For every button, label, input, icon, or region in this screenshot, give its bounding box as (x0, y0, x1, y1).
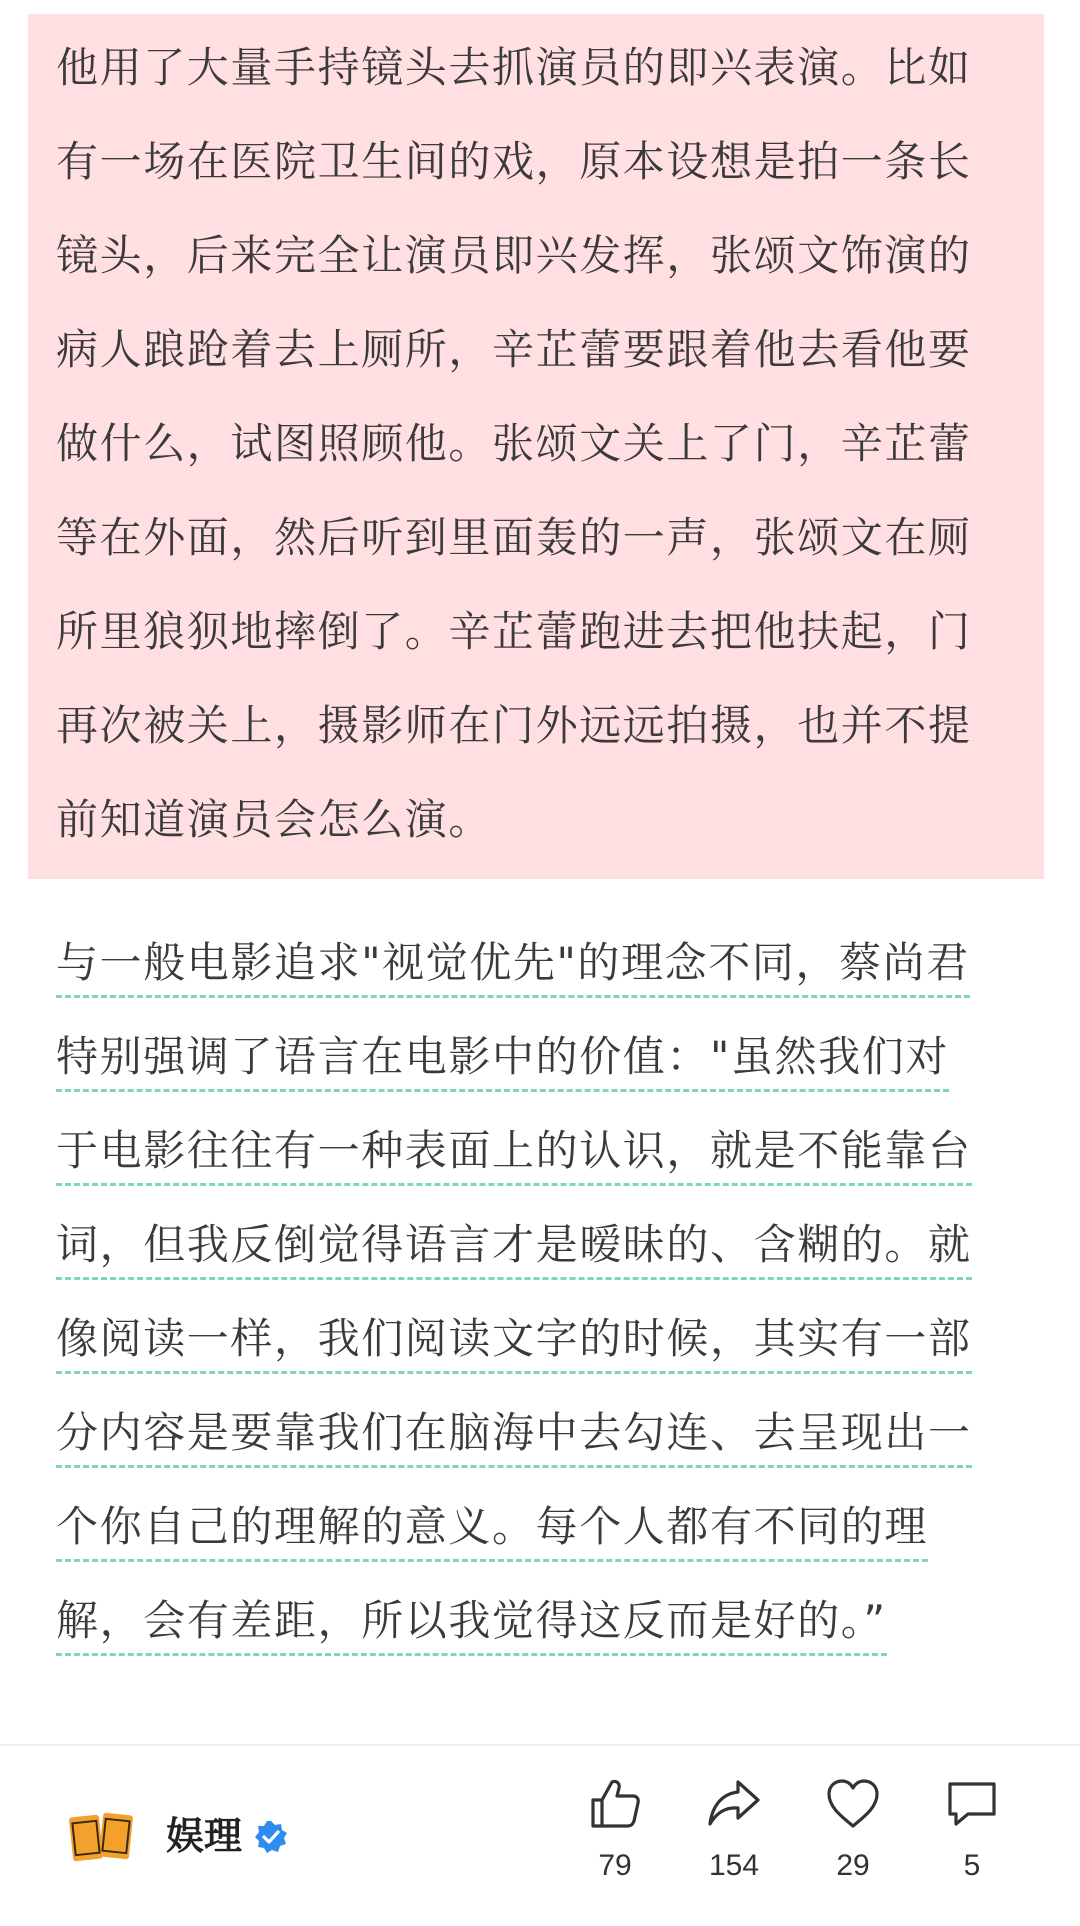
underlined-line-text: 个你自己的理解的意义。每个人都有不同的理 (56, 1501, 928, 1562)
avatar-logo-icon (68, 1804, 134, 1870)
highlighted-line: 病人踉跄着去上厕所，辛芷蕾要跟着他去看他要 (56, 325, 972, 374)
highlighted-line: 有一场在医院卫生间的戏，原本设想是拍一条长 (56, 137, 972, 186)
underlined-line-text: 像阅读一样，我们阅读文字的时候，其实有一部 (56, 1313, 972, 1374)
underlined-line-text: 词，但我反倒觉得语言才是暧昧的、含糊的。就 (56, 1219, 972, 1280)
highlighted-line: 再次被关上，摄影师在门外远远拍摄，也并不提 (56, 701, 972, 750)
verified-badge-icon (253, 1819, 289, 1855)
author-name[interactable]: 娱理 (166, 1814, 243, 1858)
underlined-line-text: 解，会有差距，所以我觉得这反而是好的。” (56, 1595, 887, 1656)
comment-count: 5 (963, 1849, 981, 1882)
comment-button[interactable] (917, 1774, 1027, 1904)
share-button[interactable] (679, 1774, 789, 1904)
underlined-line[interactable] (56, 1595, 1036, 1689)
highlighted-line: 前知道演员会怎么演。 (56, 795, 493, 844)
thumbs-up-icon (585, 1774, 645, 1834)
share-count: 154 (708, 1849, 760, 1882)
favorite-count: 29 (836, 1849, 870, 1882)
favorite-button[interactable] (798, 1774, 908, 1904)
underlined-line[interactable] (56, 937, 1036, 1031)
underlined-line-text: 特别强调了语言在电影中的价值："虽然我们对 (56, 1031, 949, 1092)
underlined-line-text: 分内容是要靠我们在脑海中去勾连、去呈现出一 (56, 1407, 972, 1468)
underlined-line[interactable] (56, 1501, 1036, 1595)
highlighted-paragraph (56, 21, 1026, 867)
underlined-line[interactable] (56, 1313, 1036, 1407)
like-count: 79 (598, 1849, 632, 1882)
underlined-line[interactable] (56, 1031, 1036, 1125)
highlighted-line: 所里狼狈地摔倒了。辛芷蕾跑进去把他扶起，门 (56, 607, 972, 656)
comment-bubble-icon (942, 1774, 1002, 1834)
underlined-line[interactable] (56, 1125, 1036, 1219)
highlighted-line: 镜头，后来完全让演员即兴发挥，张颂文饰演的 (56, 231, 972, 280)
share-arrow-icon (704, 1774, 764, 1834)
underlined-paragraph[interactable] (56, 937, 1036, 1689)
highlighted-line: 他用了大量手持镜头去抓演员的即兴表演。比如 (56, 43, 972, 92)
underlined-line[interactable] (56, 1219, 1036, 1313)
post-footer (0, 1746, 1080, 1926)
highlighted-line: 等在外面，然后听到里面轰的一声，张颂文在厕 (56, 513, 972, 562)
underlined-line-text: 于电影往往有一种表面上的认识，就是不能靠台 (56, 1125, 972, 1186)
highlighted-line: 做什么，试图照顾他。张颂文关上了门，辛芷蕾 (56, 419, 972, 468)
heart-icon (823, 1774, 883, 1834)
underlined-line[interactable] (56, 1407, 1036, 1501)
underlined-line-text: 与一般电影追求"视觉优先"的理念不同，蔡尚君 (56, 937, 970, 998)
author-avatar[interactable] (68, 1804, 134, 1870)
like-button[interactable] (560, 1774, 670, 1904)
